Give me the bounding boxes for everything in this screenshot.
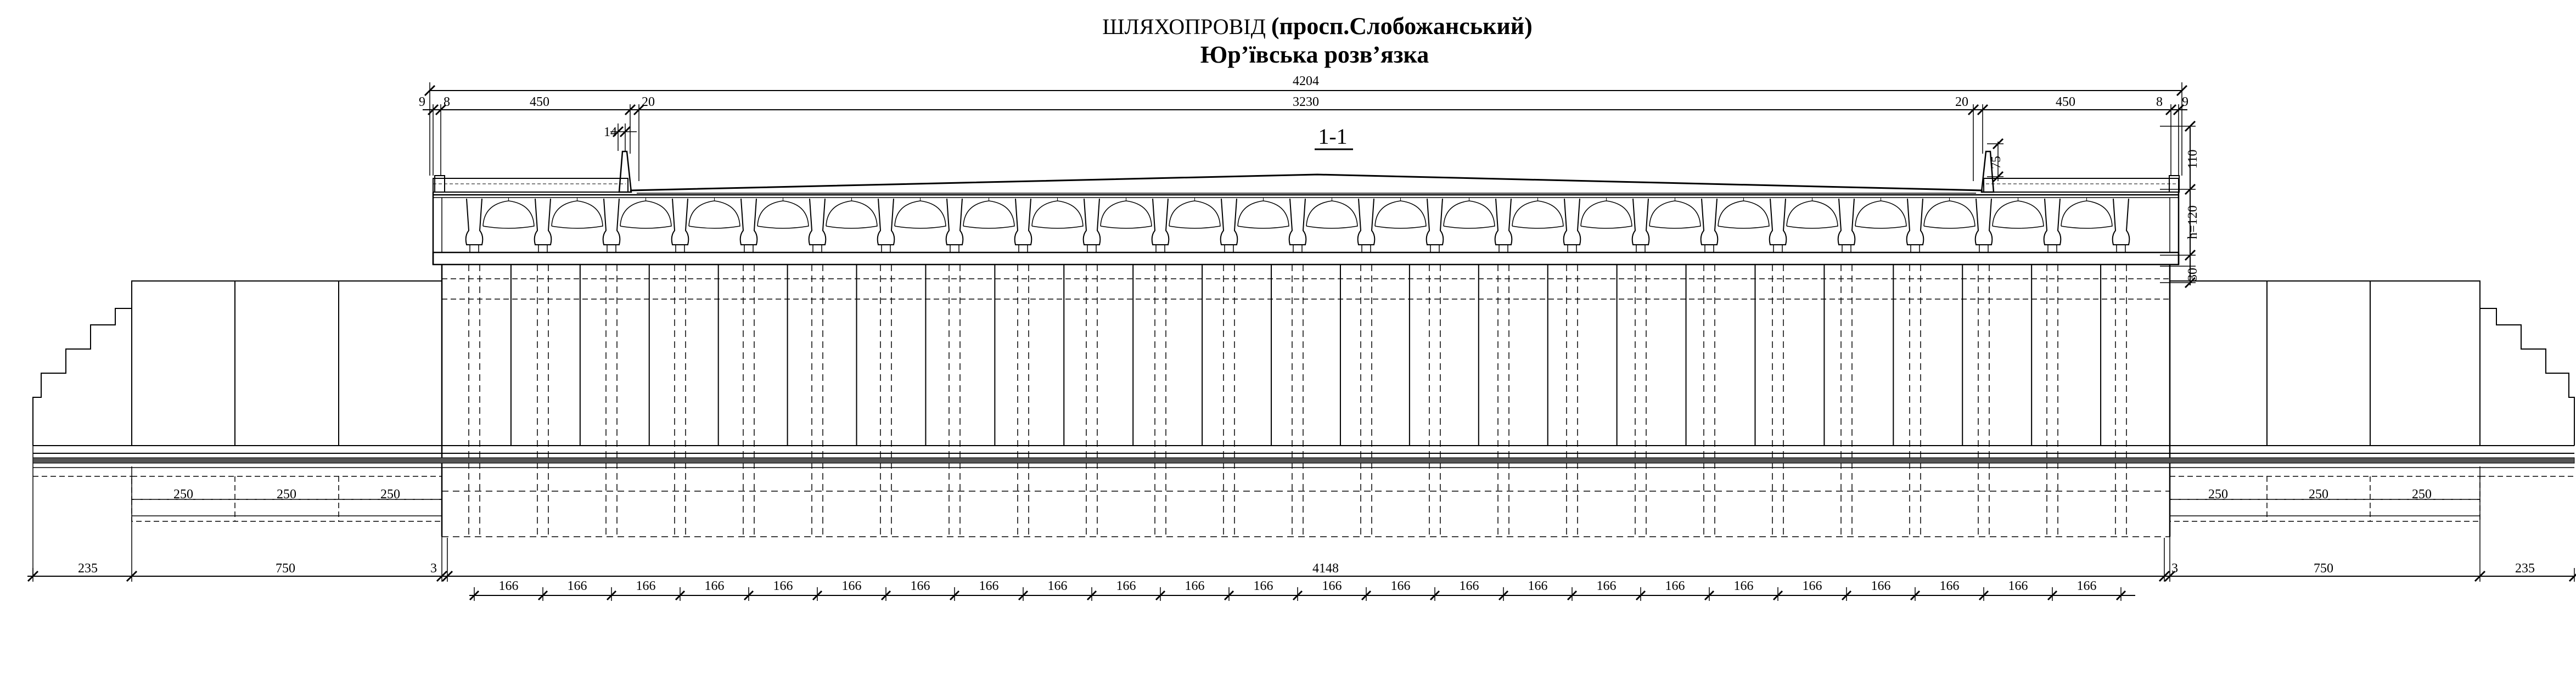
dim-right-abutment: 750 <box>2314 561 2333 576</box>
beam-void <box>552 201 603 228</box>
beam-void <box>1375 201 1426 228</box>
beam-void <box>1306 201 1357 228</box>
beam-spacing-dims <box>470 579 2125 601</box>
dim-beam-spacing: 166 <box>841 579 862 593</box>
pier-column-group <box>442 265 2170 537</box>
beam <box>535 199 552 245</box>
beam <box>1632 199 1649 245</box>
beam <box>1701 199 1718 245</box>
beam <box>1289 199 1306 245</box>
bottom-dimensions <box>27 466 2576 601</box>
dim-left-curb: 9 <box>419 95 425 109</box>
title-bold: (просп.Слобожанський) <box>1271 13 1533 40</box>
dim-beam-spacing: 166 <box>910 579 930 593</box>
dim-left-barrier: 20 <box>642 95 655 109</box>
dim-left-abutment-seg-1: 250 <box>173 487 193 502</box>
dim-beam-spacing: 166 <box>1459 579 1479 593</box>
dim-beam-spacing: 166 <box>773 579 793 593</box>
beam <box>1015 199 1032 245</box>
title-regular: ШЛЯХОПРОВІД <box>1102 14 1271 39</box>
dim-surfacing-depth: 110 <box>2186 149 2200 169</box>
dim-right-barrier: 20 <box>1955 95 1968 109</box>
dim-beam-spacing: 166 <box>1116 579 1136 593</box>
dim-beam-spacing: 166 <box>704 579 725 593</box>
dim-right-gap: 8 <box>2156 95 2163 109</box>
beam-void <box>1718 201 1769 228</box>
pier-wall <box>442 265 2170 537</box>
beam-void <box>689 201 740 228</box>
beam <box>878 199 895 245</box>
beam-void <box>963 201 1014 228</box>
dim-right-curb: 9 <box>2182 95 2188 109</box>
dim-beam-spacing: 166 <box>567 579 587 593</box>
dim-beam-spacing: 166 <box>1185 579 1205 593</box>
dim-barrier-width: 14 <box>604 125 617 139</box>
beam <box>946 199 963 245</box>
vertical-dimensions <box>1987 121 2200 288</box>
beam-void <box>1924 201 1975 228</box>
beam-void <box>1444 201 1495 228</box>
dim-carriageway: 3230 <box>1293 95 1319 109</box>
beam <box>1770 199 1787 245</box>
dim-right-abutment-seg-1: 250 <box>2208 487 2228 502</box>
dim-left-sidewalk: 450 <box>530 95 549 109</box>
beam <box>1084 199 1101 245</box>
beam-group <box>466 198 2130 252</box>
dim-beam-spacing: 166 <box>1047 579 1068 593</box>
beam <box>1838 199 1855 245</box>
dim-beam-spacing: 166 <box>1939 579 1960 593</box>
beam <box>1358 199 1375 245</box>
dim-cap-depth: 30 <box>2186 268 2200 281</box>
dim-beam-spacing: 166 <box>1871 579 1891 593</box>
beam-void <box>1993 201 2044 228</box>
beam-void <box>620 201 671 228</box>
beam <box>1495 199 1512 245</box>
dim-beam-depth: h=120 <box>2186 205 2200 239</box>
dim-barrier-height: 75 <box>1989 156 2003 169</box>
dim-beam-spacing: 166 <box>2076 579 2097 593</box>
beam-void <box>1101 201 1152 228</box>
dim-beam-spacing: 166 <box>498 579 519 593</box>
dim-beam-spacing: 166 <box>636 579 656 593</box>
dim-left-abutment: 750 <box>276 561 295 576</box>
dim-beam-spacing: 166 <box>1802 579 1822 593</box>
dim-beam-spacing: 166 <box>2008 579 2028 593</box>
beam-void <box>1581 201 1632 228</box>
dim-beam-spacing: 166 <box>979 579 999 593</box>
beam <box>1152 199 1169 245</box>
bridge-deck <box>433 151 2179 265</box>
beam-void <box>2061 201 2112 228</box>
dim-left-abutment-seg-3: 250 <box>380 487 400 502</box>
dim-beam-spacing: 166 <box>1322 579 1342 593</box>
ground-line <box>33 446 2574 468</box>
left-parapet <box>619 151 631 192</box>
dim-beam-spacing: 166 <box>1390 579 1411 593</box>
beam <box>1427 199 1444 245</box>
beam <box>2044 199 2061 245</box>
dim-right-abutment-seg-3: 250 <box>2412 487 2432 502</box>
dim-pier-span-total: 4148 <box>1312 561 1339 576</box>
pier-cap <box>433 252 2179 265</box>
dim-left-outer: 235 <box>78 561 98 576</box>
beam-void <box>1169 201 1220 228</box>
beam-void <box>1855 201 1906 228</box>
beam-void <box>483 201 534 228</box>
beam <box>1976 199 1993 245</box>
beam <box>1907 199 1924 245</box>
drawing-subtitle: Юр’ївська розв’язка <box>1200 41 1429 68</box>
drawing-title <box>1102 13 1533 40</box>
beam-void <box>826 201 877 228</box>
dim-beam-spacing: 166 <box>1665 579 1685 593</box>
beam <box>1564 199 1581 245</box>
dim-left-joint: 3 <box>430 561 437 576</box>
dim-right-sidewalk: 450 <box>2056 95 2075 109</box>
beam <box>603 199 620 245</box>
beam <box>809 199 826 245</box>
dim-beam-spacing: 166 <box>1596 579 1617 593</box>
beam-void <box>1032 201 1083 228</box>
beam <box>740 199 757 245</box>
dim-overall-width: 4204 <box>1293 74 1319 88</box>
dim-beam-spacing: 166 <box>1528 579 1548 593</box>
beam-void <box>1649 201 1701 228</box>
right-abutment <box>2170 281 2574 521</box>
left-abutment <box>33 281 442 576</box>
dim-right-abutment-seg-2: 250 <box>2309 487 2328 502</box>
dim-beam-spacing: 166 <box>1253 579 1273 593</box>
beam <box>466 199 483 245</box>
beam-void <box>1787 201 1838 228</box>
dim-left-gap: 8 <box>444 95 450 109</box>
beam-void <box>1512 201 1563 228</box>
dim-beam-spacing: 166 <box>1733 579 1754 593</box>
dim-right-outer: 235 <box>2515 561 2535 576</box>
dim-right-joint: 3 <box>2171 561 2178 576</box>
beam <box>672 199 689 245</box>
beam-void <box>1238 201 1289 228</box>
beam-void <box>895 201 946 228</box>
beam <box>2113 199 2130 245</box>
top-dimensions <box>419 74 2188 181</box>
section-label: 1-1 <box>1318 124 1348 149</box>
beam <box>1221 199 1238 245</box>
dim-left-abutment-seg-2: 250 <box>277 487 296 502</box>
beam-void <box>757 201 809 228</box>
